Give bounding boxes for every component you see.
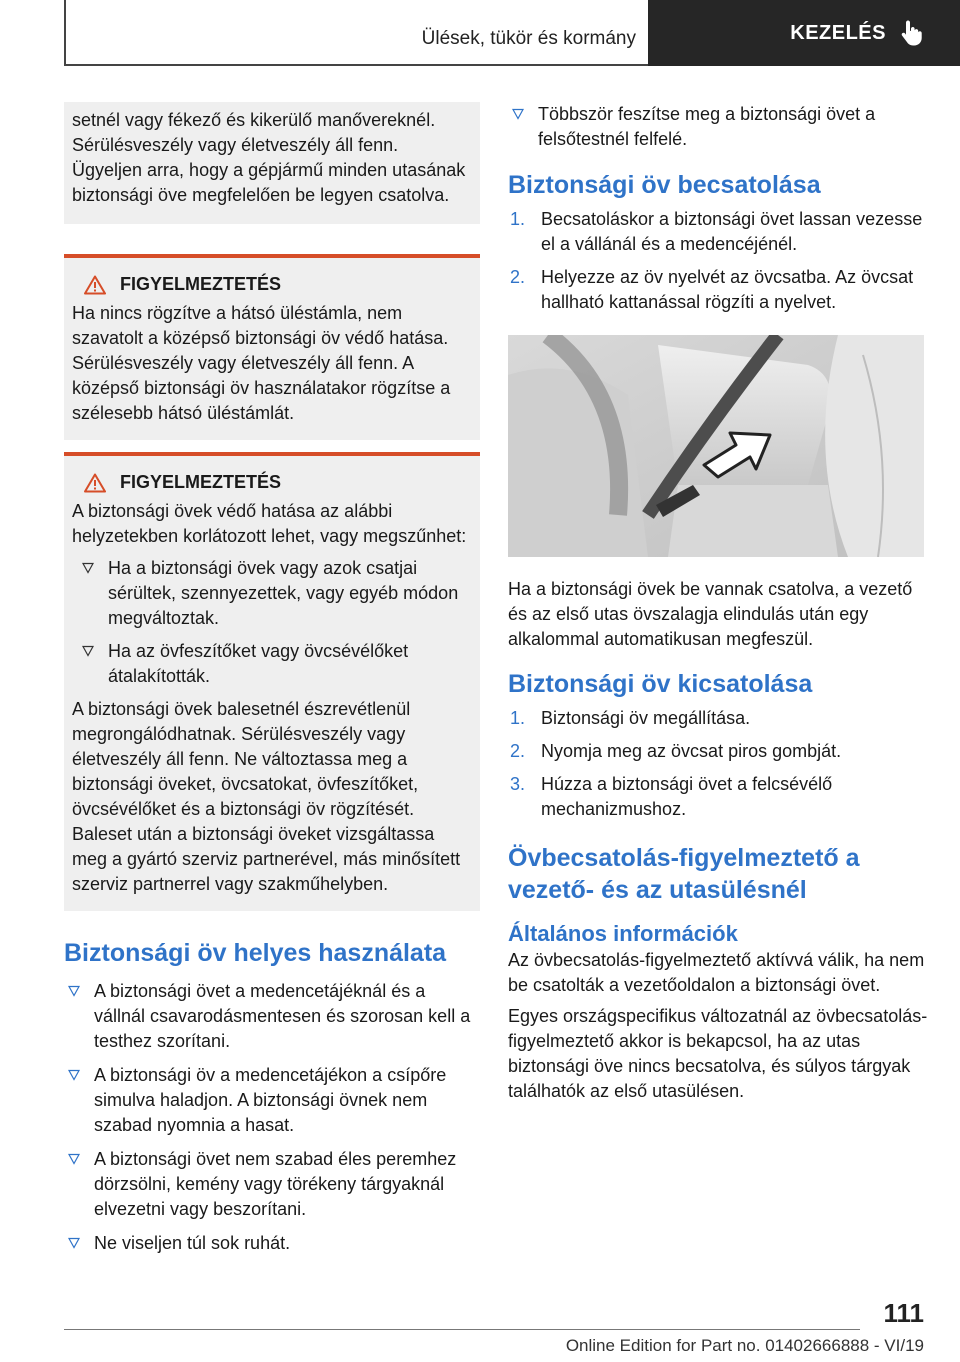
right-column (508, 102, 928, 1104)
chapter-label: KEZELÉS (790, 21, 886, 44)
bullet-triangle-icon (68, 985, 80, 997)
section-heading-unfasten: Biztonsági öv kicsatolása (508, 670, 813, 698)
left-column (64, 102, 480, 1265)
section-heading-proper-use: Biztonsági öv helyes használata (64, 939, 447, 967)
reminder-paragraph-2: Egyes országspecifikus változatnál az övbecsatolás-figyelmeztető akkor is bekapcsol, ha az utas biztonsági öve nincs becsatolva, és súlyos tárgyak találhatók az első utasülésen. (508, 1006, 928, 1101)
list-item (72, 556, 470, 631)
chapter-tab[interactable] (648, 0, 960, 66)
list-item-text: A biztonsági öv a medencetájékon a csípőre simulva haladjon. A biztonsági övnek nem szabad nyomnia a hasat. (94, 1065, 447, 1135)
bullet-triangle-icon (68, 1237, 80, 1249)
list-item (72, 639, 470, 689)
reminder-paragraph-1: Az övbecsatolás-figyelmeztető aktívvá válik, ha nem be csatolták a vezetőoldalon a biztonsági övet. (508, 950, 925, 995)
list-item (64, 1147, 480, 1222)
step-item (508, 265, 928, 315)
warning-heading-1 (72, 274, 470, 295)
bullet-triangle-icon (68, 1069, 80, 1081)
list-item-text: Ha az övfeszítőket vagy övcsévélőket átalakították. (108, 641, 409, 686)
warning-title-1: FIGYELMEZTETÉS (120, 274, 282, 294)
warning-intro-2: A biztonsági övek védő hatása az alábbi helyzetekben korlátozott lehet, vagy megszűnhet: (72, 501, 467, 546)
list-item-text: A biztonsági övet nem szabad éles peremhez dörzsölni, kemény vagy törékeny tárgyaknál elvezetni vagy beszorítani. (94, 1149, 457, 1219)
warning-title-2: FIGYELMEZTETÉS (120, 472, 282, 492)
fasten-steps (508, 207, 928, 315)
list-item-text: Többször feszítse meg a biztonsági övet a felsőtestnél felfelé. (538, 104, 876, 149)
warning-triangle-icon (84, 275, 106, 295)
step-text: Helyezze az öv nyelvét az övcsatba. Az övcsat hallható kattanással rögzíti a nyelvet. (541, 267, 914, 312)
step-text: Becsatoláskor a biztonsági övet lassan vezesse el a vállánál és a medencéjénél. (541, 209, 923, 254)
header-divider-horizontal (64, 64, 648, 66)
intro-note-box (64, 102, 480, 224)
step-text: Biztonsági öv megállítása. (541, 708, 751, 728)
warning-text-1: Ha nincs rögzítve a hátsó üléstámla, nem szavatolt a középső biztonsági öv védő hatása. Sérülésveszély vagy életveszély áll fenn. A középső biztonsági öv használatakor rögzítse a szélesebb hátsó üléstámlát. (72, 303, 451, 423)
top-continued-list (508, 102, 928, 152)
page-header (0, 0, 960, 66)
footer-divider (64, 1329, 860, 1330)
list-item (64, 1063, 480, 1138)
section-title: Ülések, tükör és kormány (421, 28, 636, 49)
step-item (508, 739, 928, 764)
list-item (64, 1231, 480, 1256)
step-item (508, 772, 928, 822)
step-number: 3. (510, 774, 526, 794)
step-number: 2. (510, 741, 526, 761)
step-text: Húzza a biztonsági övet a felcsévélő mechanizmushoz. (541, 774, 833, 819)
section-heading-fasten: Biztonsági öv becsatolása (508, 171, 821, 199)
bullet-triangle-icon (82, 645, 94, 657)
intro-note-text: setnél vagy fékező és kikerülő manővereknél. Sérülésveszély vagy életveszély áll fenn. Ügyeljen arra, hogy a gépjármű minden utasának biztonsági öve megfelelően be legyen csatolva. (72, 110, 466, 205)
section-heading-reminder: Övbecsatolás-figyelmeztető a vezető- és az utasülésnél (508, 844, 860, 904)
step-number: 1. (510, 209, 526, 229)
unfasten-steps (508, 706, 928, 822)
list-item (64, 979, 480, 1054)
step-text: Nyomja meg az övcsat piros gombját. (541, 741, 842, 761)
seatbelt-buckle-photo (508, 335, 924, 557)
warning-list-2 (72, 556, 470, 689)
list-item-text: Ha a biztonsági övek vagy azok csatjai sérültek, szennyezettek, vagy egyéb módon megváltoztak. (108, 558, 459, 628)
step-item (508, 207, 928, 257)
page-number: 111 (883, 1298, 924, 1328)
fasten-note: Ha a biztonsági övek be vannak csatolva, a vezető és az első utas övszalagja elindulás után egy alkalommal automatikusan megfeszül. (508, 579, 913, 649)
step-number: 1. (510, 708, 526, 728)
warning-outro-2: A biztonsági övek balesetnél észrevétlenül megrongálódhatnak. Sérülésveszély vagy életveszély áll fenn. Ne változtassa meg a biztonsági öveket, övcsatokat, övfeszítőket, övcsévélőket és a biztonsági öv rögzítését. Baleset után a biztonsági öveket vizsgáltassa meg a gyártó szerviz partnerével, más minősített szerviz partnerrel vagy szakműhelyben. (72, 699, 461, 894)
list-item (508, 102, 928, 152)
step-item (508, 706, 928, 731)
list-item-text: A biztonsági övet a medencetájéknál és a vállnál csavarodásmentesen és szorosan kell a testhez szorítani. (94, 981, 471, 1051)
bullet-triangle-icon (512, 108, 524, 120)
hand-pointer-icon (900, 19, 924, 47)
warning-triangle-icon (84, 473, 106, 493)
bullet-triangle-icon (68, 1153, 80, 1165)
bullet-triangle-icon (82, 562, 94, 574)
list-item-text: Ne viseljen túl sok ruhát. (94, 1233, 291, 1253)
proper-use-list (64, 979, 480, 1256)
step-number: 2. (510, 267, 526, 287)
subheading-general-info: Általános információk (508, 921, 738, 946)
footer-edition: Online Edition for Part no. 01402666888 - VI/19 (565, 1336, 924, 1355)
warning-box-2 (64, 452, 480, 911)
warning-box-1 (64, 254, 480, 440)
warning-heading-2 (72, 472, 470, 493)
